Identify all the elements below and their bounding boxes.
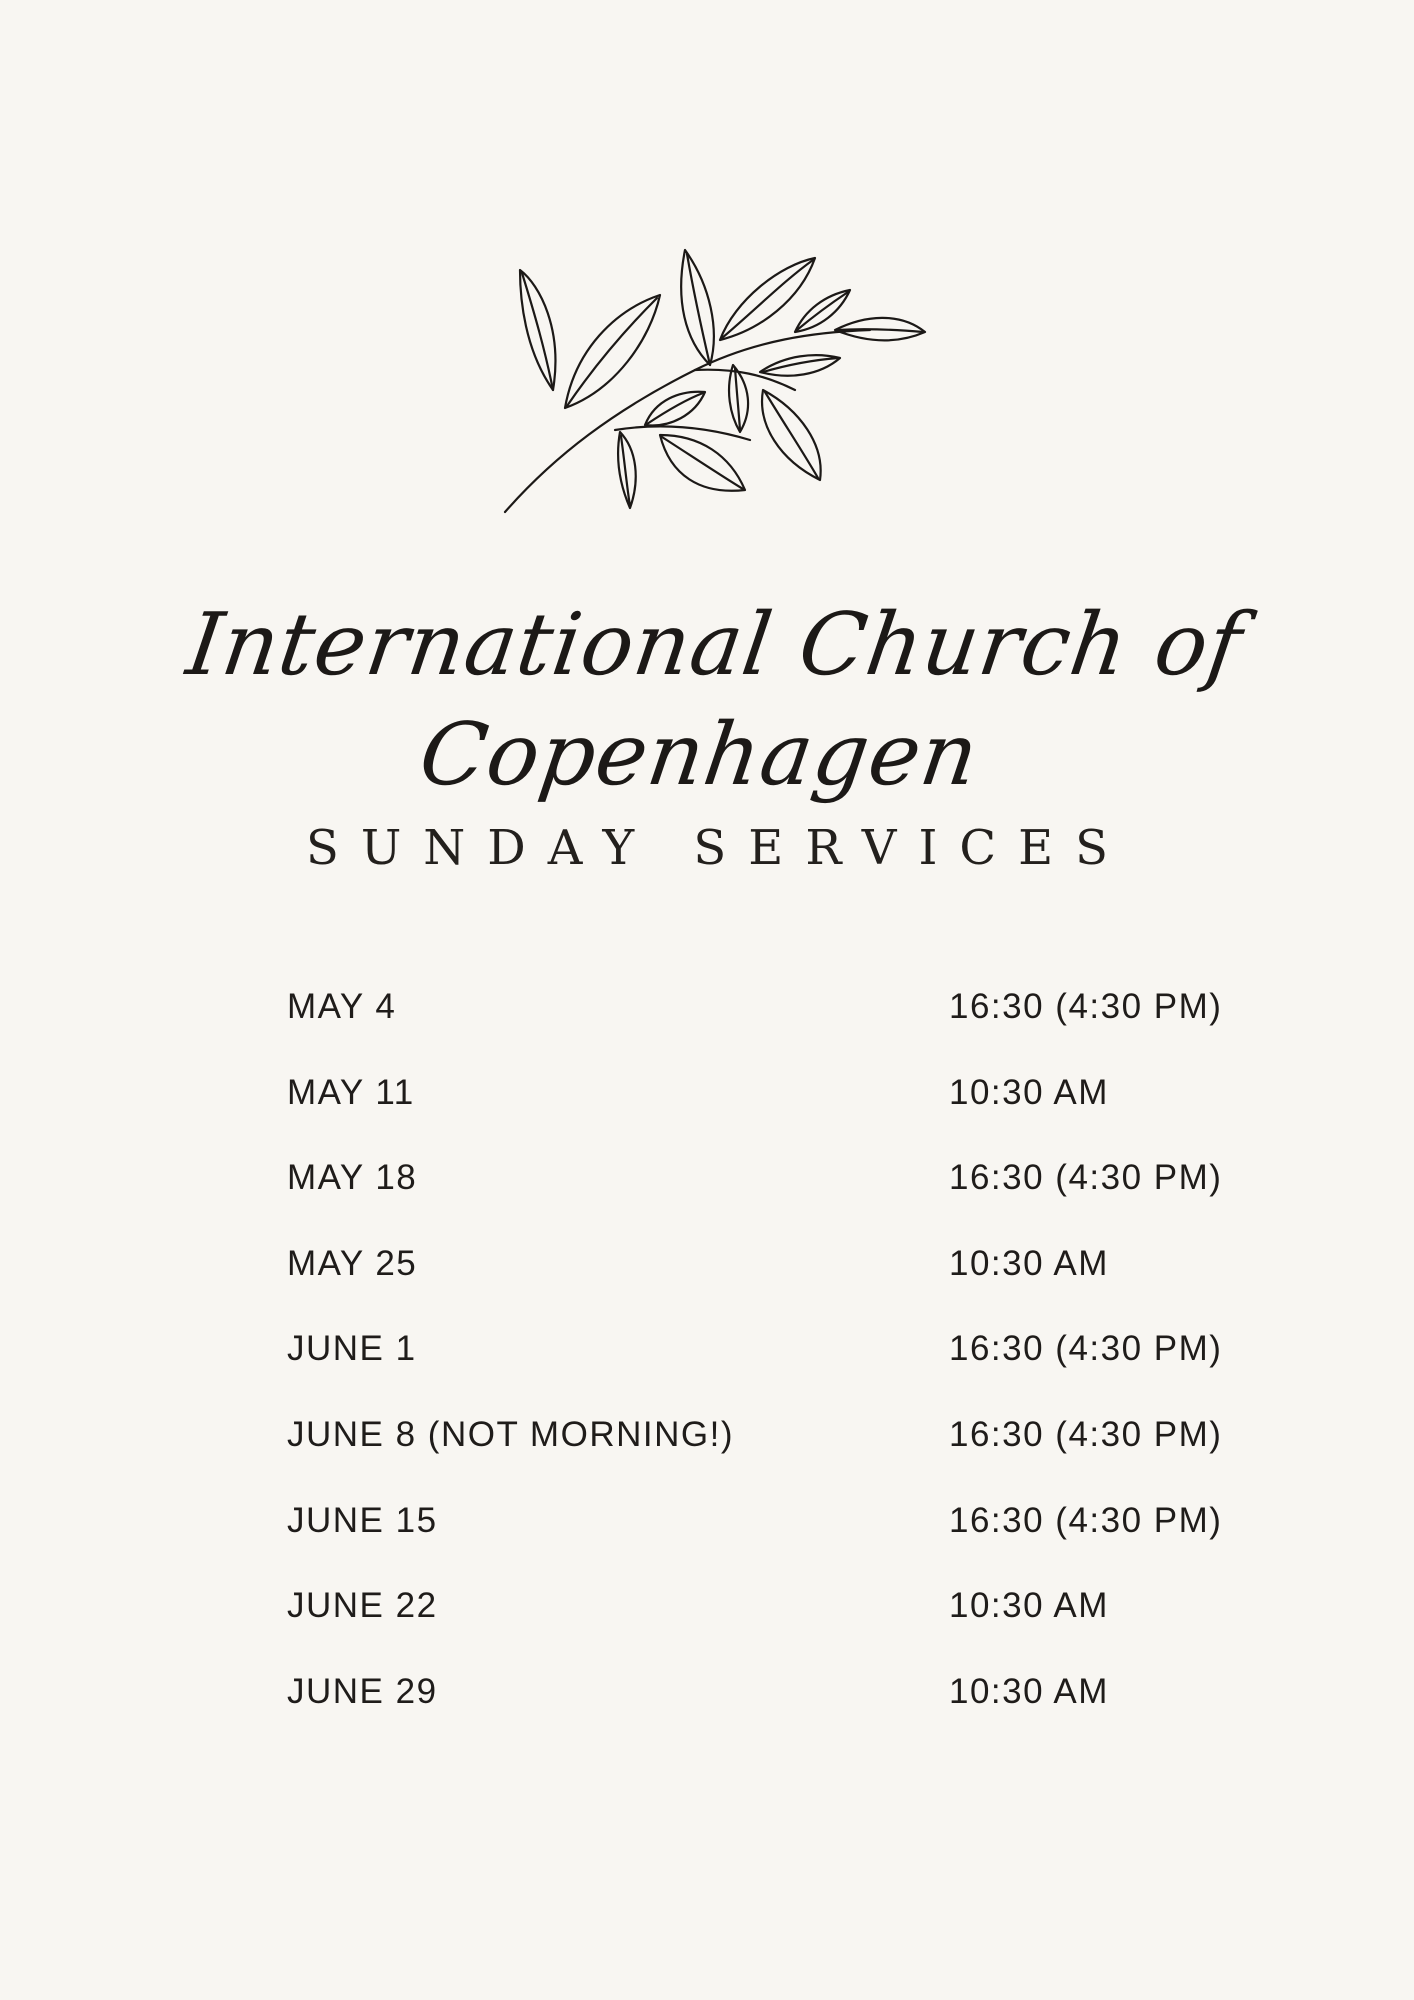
list-item	[287, 1670, 1247, 1756]
leaf-branch-icon	[495, 240, 935, 520]
service-date: MAY 4	[287, 987, 397, 1026]
service-date: JUNE 22	[287, 1586, 438, 1626]
list-item	[287, 1327, 1247, 1413]
service-time: 16:30 (4:30 PM)	[949, 1329, 1223, 1369]
list-item	[287, 1071, 1247, 1157]
church-name-title: International Church of Copenhagen	[181, 595, 1249, 805]
service-date: JUNE 15	[287, 1500, 438, 1540]
service-date: MAY 11	[287, 1072, 415, 1112]
service-date: JUNE 29	[287, 1671, 438, 1711]
service-date: JUNE 1	[287, 1329, 417, 1369]
service-date: MAY 18	[287, 1158, 418, 1198]
service-date: JUNE 8 (NOT MORNING!)	[287, 1414, 734, 1454]
list-item	[287, 985, 1247, 1071]
service-time: 16:30 (4:30 PM)	[949, 1414, 1223, 1454]
service-time: 10:30 AM	[949, 1671, 1109, 1711]
list-item	[287, 1156, 1247, 1242]
list-item	[287, 1584, 1247, 1670]
service-schedule	[287, 985, 1247, 1755]
service-time: 16:30 (4:30 PM)	[949, 1500, 1223, 1540]
service-time: 10:30 AM	[949, 1072, 1109, 1112]
service-time: 10:30 AM	[949, 1586, 1109, 1626]
list-item	[287, 1242, 1247, 1328]
service-time: 10:30 AM	[949, 1243, 1109, 1283]
list-item	[287, 1499, 1247, 1585]
service-time: 16:30 (4:30 PM)	[949, 1158, 1223, 1198]
service-time: 16:30 (4:30 PM)	[949, 987, 1223, 1026]
page-subtitle: SUNDAY SERVICES	[305, 820, 1131, 876]
list-item	[287, 1413, 1247, 1499]
service-date: MAY 25	[287, 1243, 418, 1283]
